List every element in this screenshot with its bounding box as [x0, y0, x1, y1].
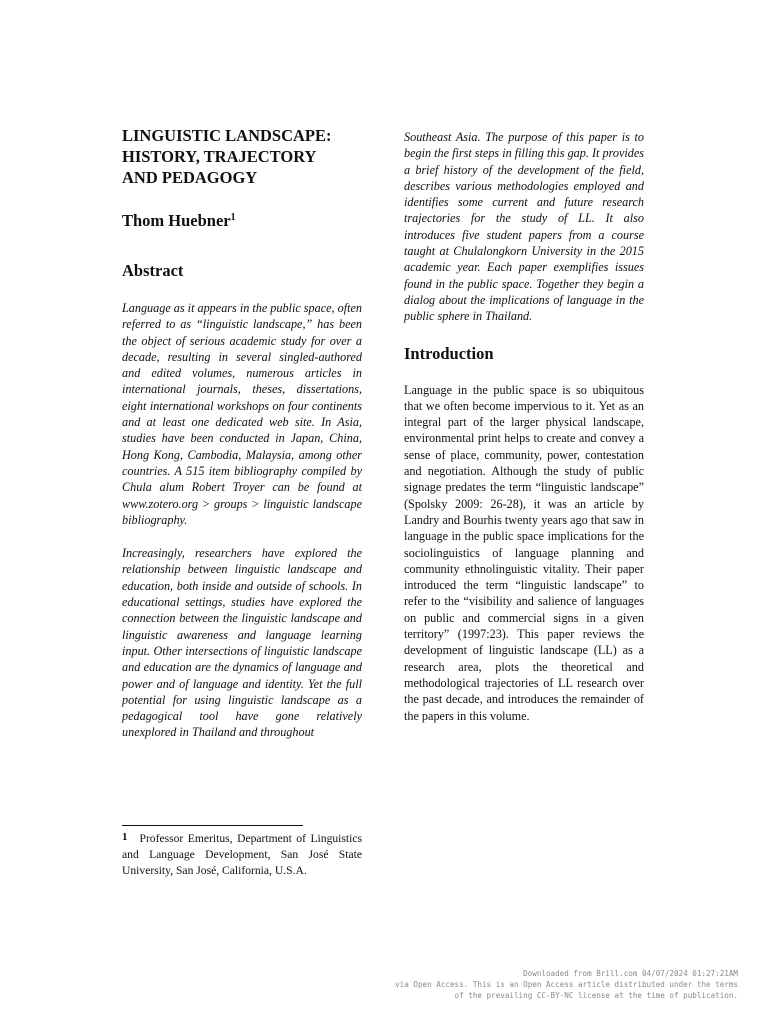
right-column — [404, 125, 644, 724]
article-title-line-3: AND PEDAGOGY — [122, 168, 258, 187]
download-notice — [358, 968, 738, 1001]
download-notice-line-2: via Open Access. This is an Open Access article distributed under the terms — [395, 980, 738, 989]
abstract-paragraph-1: Language as it appears in the public space, often referred to as “linguistic landscape,” has been the object of serious academic study for over a decade, resulting in several singled-authored and edited volumes, numerous articles in international journals, theses, dissertations, eight international workshops on four continents and at least one dedicated web site. In Asia, studies have been conducted in Japan, China, Hong Kong, Cambodia, Malaysia, among other countries. A 515 item bibliography compiled by Chula alum Robert Troyer can be found at www.zotero.org > groups > linguistic landscape bibliography. — [122, 301, 363, 527]
footnote-divider — [122, 825, 303, 826]
left-column — [122, 125, 362, 758]
download-notice-line-3: of the prevailing CC-BY-NC license at the time of publication. — [454, 991, 738, 1000]
article-title-line-1: LINGUISTIC LANDSCAPE: — [122, 126, 332, 145]
footnote-number: 1 — [122, 831, 128, 843]
abstract-continuation: Southeast Asia. The purpose of this paper is to begin the first steps in filling this gap. It provides a brief history of the development of the field, describes various methodologies employed and identifies some current and future research trajectories for the study of LL. It also introduces five student papers from a course taught at Chulalongkorn University in the 2015 academic year. Each paper exemplifies issues found in the public space. Together they begin a dialog about the implications of language in the public sphere in Thailand. — [404, 130, 644, 324]
article-title-line-2: HISTORY, TRAJECTORY — [122, 147, 317, 166]
footnote-text: Professor Emeritus, Department of Linguistics and Language Development, San José State University, San José, California, U.S.A. — [122, 832, 362, 877]
footnote — [122, 831, 362, 879]
abstract-heading: Abstract — [122, 261, 184, 280]
introduction-paragraph: Language in the public space is so ubiquitous that we often become impervious to it. Yet as an integral part of the larger physical landscape, environmental print helps to create and convey a sense of place, community, power, contestation and negotiation. Although the study of public signage predates the term “linguistic landscape” (Spolsky 2009: 26-28), it was an article by Landry and Bourhis twenty years ago that saw in language in the public space implications for the sociolinguistics of language planning and community ethnolinguistic vitality. Their paper introduced the term “linguistic landscape” to refer to the “visibility and salience of languages on public and commercial signs in a given territory” (1997:23). This paper reviews the development of linguistic landscape (LL) as a research area, plots the theoretical and methodological trajectories of LL research over the past decade, and introduces the remainder of the papers in this volume. — [404, 382, 644, 723]
abstract-paragraph-2: Increasingly, researchers have explored the relationship between linguistic landscape and education, both inside and outside of schools. In educational settings, studies have explored the connection between the linguistic landscape and linguistic awareness and language learning input. Other intersections of linguistic landscape and education are the dynamics of language and power and of language and identity. Yet the full potential for using linguistic landscape as a pedagogical tool have gone relatively unexplored in Thailand and throughout — [122, 546, 362, 740]
introduction-heading: Introduction — [404, 343, 494, 363]
author-name — [122, 210, 362, 232]
author-footnote-marker: 1 — [230, 212, 236, 223]
article-title — [122, 125, 362, 188]
download-notice-line-1: Downloaded from Brill.com 04/07/2024 01:27:21AM — [523, 969, 738, 978]
author-name-text: Thom Huebner — [122, 211, 231, 230]
